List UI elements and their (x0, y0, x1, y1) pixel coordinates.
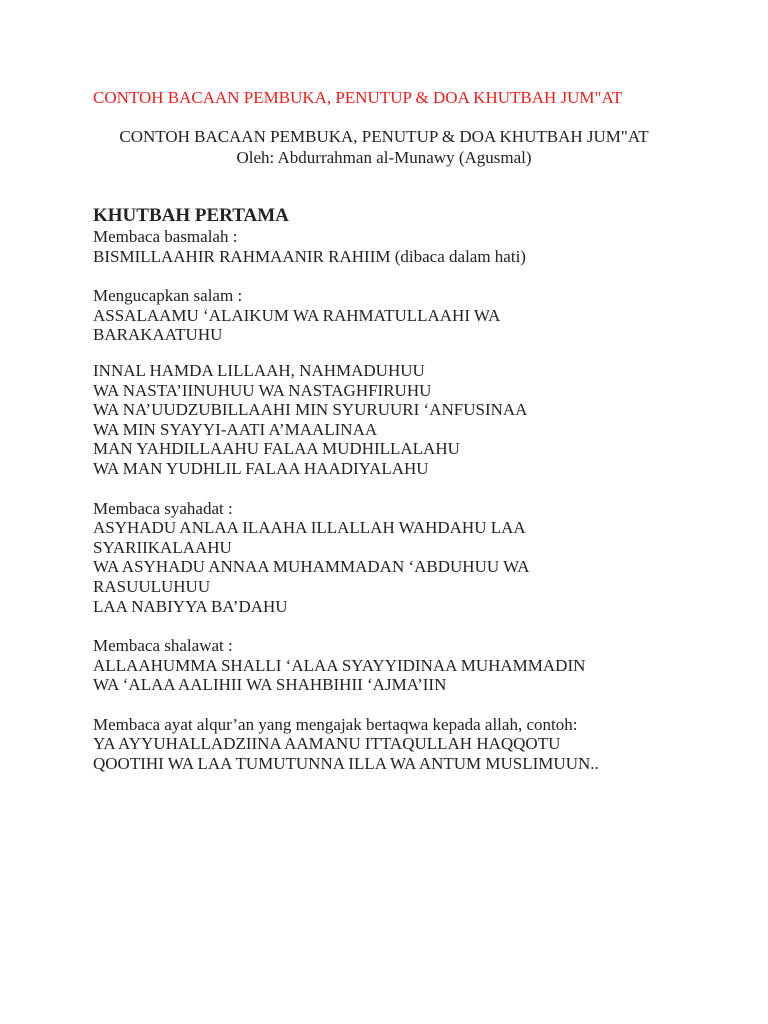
hamdalah-line: WA NA’UUDZUBILLAAHI MIN SYURUURI ‘ANFUSINAA (93, 400, 528, 420)
spacer (93, 479, 653, 499)
syahadat-label: Membaca syahadat : (93, 498, 233, 518)
salam-line: ASSALAAMU ‘ALAIKUM WA RAHMATULLAAHI WA (93, 305, 501, 325)
basmalah-label: Membaca basmalah : (93, 227, 238, 246)
syahadat-line: SYARIIKALAAHU (93, 537, 232, 557)
khutbah-body (93, 205, 653, 774)
ayat-line: YA AYYUHALLADZIINA AAMANU ITTAQULLAH HAQQOTU (93, 734, 561, 754)
hamdalah-line: INNAL HAMDA LILLAAH, NAHMADUHUU (93, 360, 425, 380)
document-title-red: CONTOH BACAAN PEMBUKA, PENUTUP & DOA KHUTBAH JUM"AT (93, 88, 623, 107)
salam-label: Mengucapkan salam : (93, 286, 243, 306)
basmalah-text: BISMILLAAHIR RAHMAANIR RAHIIM (dibaca dalam hati) (93, 246, 526, 266)
ayat-line: QOOTIHI WA LAA TUMUTUNNA ILLA WA ANTUM MUSLIMUUN.. (93, 754, 599, 774)
syahadat-line: LAA NABIYYA BA’DAHU (93, 596, 288, 616)
hamdalah-line: WA MIN SYAYYI-AATI A’MAALINAA (93, 419, 378, 439)
shalawat-line: ALLAAHUMMA SHALLI ‘ALAA SYAYYIDINAA MUHAMMADIN (93, 655, 586, 675)
ayat-label: Membaca ayat alqur’an yang mengajak bertaqwa kepada allah, contoh: (93, 714, 578, 734)
shalawat-label: Membaca shalawat : (93, 636, 233, 656)
hamdalah-line: WA MAN YUDHLIL FALAA HAADIYALAHU (93, 458, 429, 478)
title-block (0, 126, 768, 168)
author-line: Oleh: Abdurrahman al-Munawy (Agusmal) (236, 148, 532, 167)
section-heading: KHUTBAH PERTAMA (93, 205, 289, 226)
spacer (93, 266, 653, 286)
spacer (93, 345, 653, 361)
salam-line: BARAKAATUHU (93, 325, 223, 345)
syahadat-line: RASUULUHUU (93, 576, 211, 596)
syahadat-line: ASYHADU ANLAA ILAAHA ILLALLAH WAHDAHU LAA (93, 518, 526, 538)
shalawat-line: WA ‘ALAA AALIHII WA SHAHBIHII ‘AJMA’IIN (93, 675, 447, 695)
syahadat-line: WA ASYHADU ANNAA MUHAMMADAN ‘ABDUHUU WA (93, 557, 530, 577)
document-title: CONTOH BACAAN PEMBUKA, PENUTUP & DOA KHUTBAH JUM"AT (119, 127, 649, 146)
hamdalah-line: WA NASTA’IINUHUU WA NASTAGHFIRUHU (93, 380, 432, 400)
hamdalah-line: MAN YAHDILLAAHU FALAA MUDHILLALAHU (93, 439, 460, 459)
spacer (93, 616, 653, 636)
spacer (93, 695, 653, 715)
